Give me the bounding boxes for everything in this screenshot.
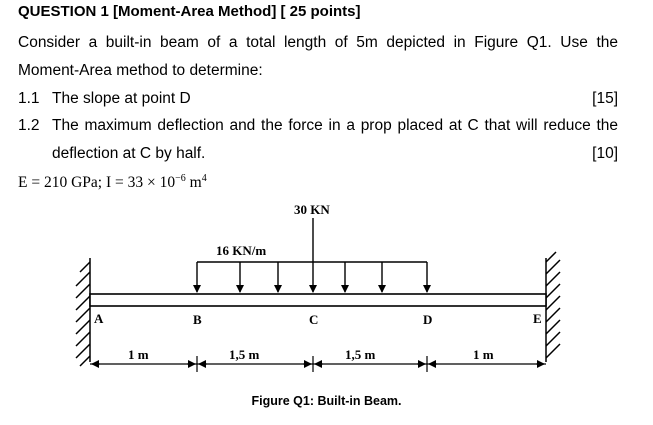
properties-text: E = 210 GPa; I = 33 × 10 [18, 174, 176, 192]
properties-unit: m [185, 174, 202, 192]
item-marks: [10] [592, 145, 618, 162]
udl-arrows [197, 262, 427, 292]
point-label-d: D [423, 312, 433, 327]
right-fixed-support [546, 252, 560, 362]
intro-line-1: Consider a built-in beam of a total length of 5m depicted in Figure Q1. Use the [18, 34, 618, 51]
point-load-label: 30 KN [294, 202, 330, 217]
point-label-c: C [309, 312, 319, 327]
item-text: The slope at point D [52, 90, 191, 107]
properties-unit-exponent: 4 [201, 173, 207, 184]
dimension-ab: 1 m [128, 347, 149, 362]
udl-label: 16 KN/m [216, 243, 267, 258]
properties-exponent: −6 [175, 173, 186, 184]
question-title: QUESTION 1 [Moment-Area Method] [ 25 points] [18, 3, 361, 20]
point-label-e: E [533, 311, 542, 326]
item-number: 1.1 [18, 90, 40, 107]
dimension-de: 1 m [473, 347, 494, 362]
item-text: The maximum deflection and the force in a prop placed at C that will reduce the [52, 117, 618, 134]
beam [90, 294, 546, 306]
point-label-b: B [193, 312, 202, 327]
item-text-continued: deflection at C by half. [52, 145, 206, 162]
left-fixed-support [76, 258, 90, 366]
item-number: 1.2 [18, 117, 40, 134]
dimension-bc: 1,5 m [229, 347, 260, 362]
figure-caption: Figure Q1: Built-in Beam. [251, 394, 402, 408]
point-label-a: A [94, 311, 104, 326]
intro-line-2: Moment-Area method to determine: [18, 62, 263, 79]
dimension-cd: 1,5 m [345, 347, 376, 362]
item-marks: [15] [592, 90, 618, 107]
